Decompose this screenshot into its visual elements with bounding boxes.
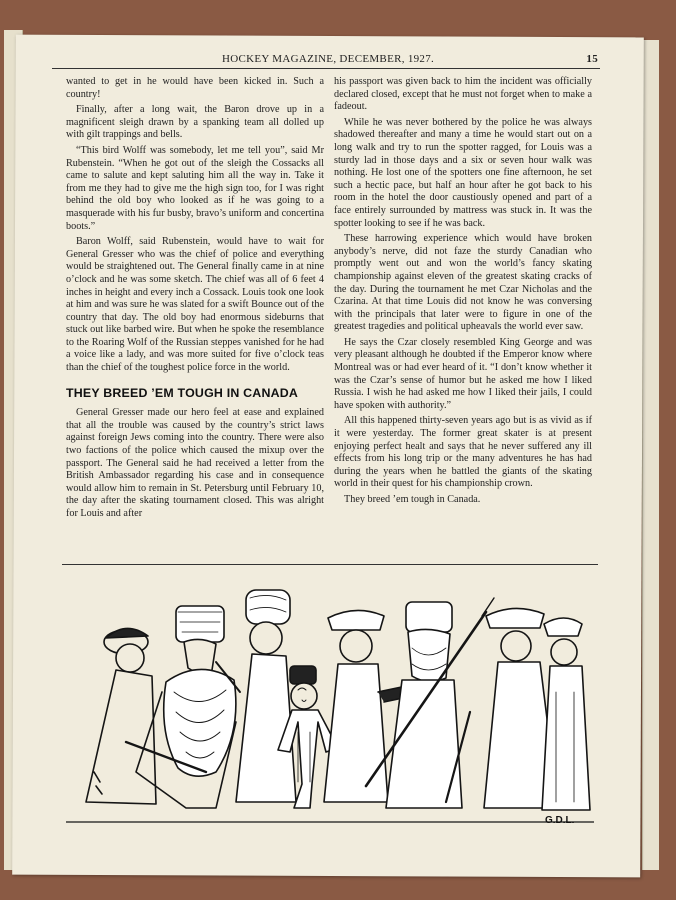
right-column bbox=[334, 76, 592, 510]
artist-signature: G.D.L. bbox=[545, 815, 575, 826]
section-subheading: THEY BREED ’EM TOUGH IN CANADA bbox=[66, 385, 299, 400]
paragraph: Baron Wolff, said Rubenstein, would have to wait for General Gresser who was the chief of police and everything would be straightened out. The General finally came in at nine o’clock and he was some sketch. The chief was all of 6 feet 4 inches in height and every inch a Cossack. Louis took one look at him and was sure he was slated for a swift Bounce out of the country that day. The old boy had enormous sideburns that stuck out like barbed wire. But when he spoke the resemblance to the Roaring Wolf of the Russian steppes vanished for he had a voice like a lady, and was more suited for five o’clock teas than the chief of the toughest police force in the world. bbox=[66, 236, 324, 374]
paragraph: While he was never bothered by the police he was always shadowed thereafter and many a time he would start out on a long walk and try to run the spotter ragged, for Louis was a sturdy lad in those days and a six or seven hour walk was nothing. He lost one of the spotters one fine afternoon, he set such a hectic pace, but half an hour after he got back to his room in the hotel the door caustiously opened and part of a face entirely surrounded by mattress was stuck in. It was the spotter looking to see if he was back. bbox=[334, 116, 592, 229]
paragraph: Finally, after a long wait, the Baron drove up in a magnificent sleigh drawn by a spanking team all dolled up with gilt trappings and bells. bbox=[66, 104, 324, 141]
paragraph: All this happened thirty-seven years ago but is as vivid as if it were yesterday. The former great skater is at present enjoying perfect healt and says that he never suffered any ill effects from his long trip or the many adventures he has had during the years when he battled the giants of the skating world in their quest for his championship crown. bbox=[334, 415, 592, 490]
officer-figure-left bbox=[86, 628, 156, 804]
running-header bbox=[52, 52, 600, 69]
section-divider bbox=[62, 564, 598, 565]
paragraph: They breed ’em tough in Canada. bbox=[344, 494, 481, 505]
next-page-edge bbox=[642, 40, 659, 870]
page-number: 15 bbox=[586, 53, 598, 65]
paragraph: These harrowing experience which would have broken anybody’s nerve, did not faze the sturdy Canadian who promptly went out and won the world’s fancy skating championship against eleven of the greatest skating cracks of the day. During the tournament he met Czar Nicholas and the Czarina. At that time Louis did not know he was conversing with the principals that later were to figure in one of the greatest tragedies and political upheavals the world ever saw. bbox=[334, 233, 592, 333]
paragraph: his passport was given back to him the incident was officially declared closed, except that he must not forget when to make a fadeout. bbox=[334, 76, 592, 113]
header-title: HOCKEY MAGAZINE, DECEMBER, 1927. bbox=[222, 53, 435, 65]
officer-figure-right bbox=[446, 608, 558, 808]
robed-figure-right bbox=[542, 618, 590, 810]
paragraph: General Gresser made our hero feel at ease and explained that all the trouble was caused by the country’s strict laws against foreign Jews coming into the country. There were also two factions of the police which caused the mixup over the passport. The General said he had received a letter from the British Ambassador regarding his case and in consequence would allow him to remain in St. Petersburg until February 10, the day after the skating tournament closed. This was alright for Louis and after bbox=[66, 407, 324, 519]
paragraph: He says the Czar closely resembled King George and was very pleasant although he doubted if the Emperor know where Montreal was or had ever heard of it. “I don’t know whether it was the Czar’s sense of humor but he asked me how I liked Russia. I wish he had asked me how I liked their jails, I could have spoken with authority.” bbox=[334, 336, 592, 411]
paragraph: wanted to get in he would have been kicked in. Such a country! bbox=[66, 76, 324, 100]
cartoon-illustration bbox=[66, 572, 594, 832]
left-column bbox=[66, 76, 324, 524]
paragraph: “This bird Wolff was somebody, let me tell you”, said Mr Rubenstein. “When he got out of the sleigh the Cossacks all came to salute and kept saluting him all the way in. Take it from me they had to give me the high sign too, for I was right behind the old boy who looked as if he was going to a masquerade with his fur busby, bravo’s uniform and concertina boots.” bbox=[66, 144, 324, 232]
